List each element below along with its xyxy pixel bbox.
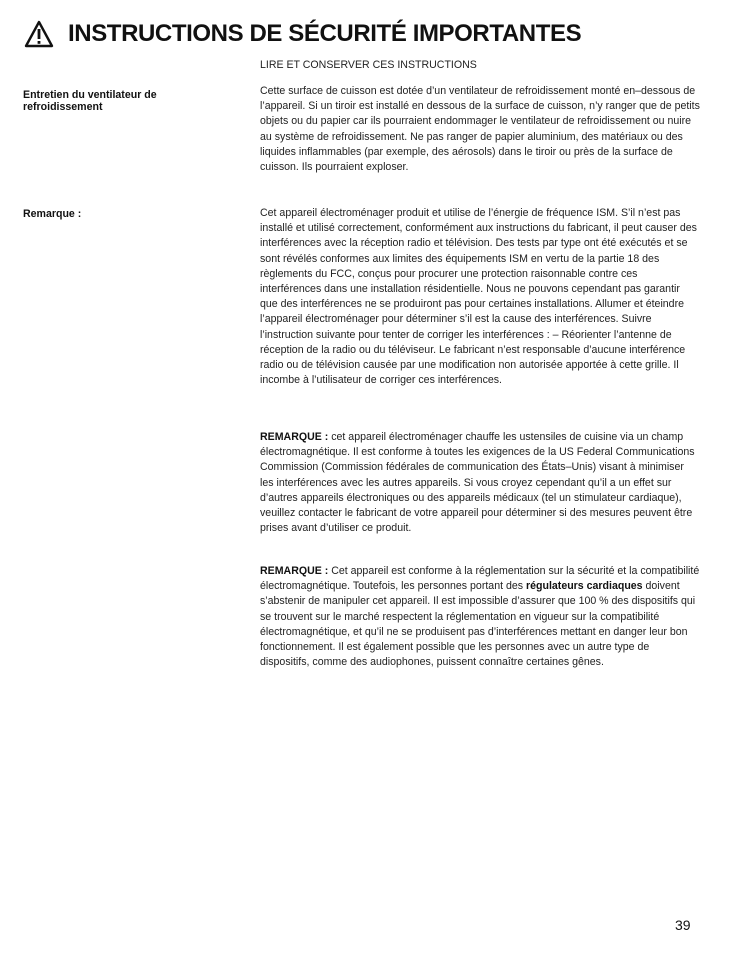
remarque-lead: REMARQUE : — [260, 565, 329, 577]
section-body-cooling-fan — [260, 84, 700, 175]
section-body-remarque-2 — [260, 430, 700, 536]
electromagnetic-field-paragraph — [260, 430, 700, 536]
page-header — [24, 20, 581, 48]
section-body-remarque-3 — [260, 564, 700, 670]
pacemaker-text-a: Cet appareil est conforme à la réglementation sur la sécurité et la compatibilité électromagnétique. Toutefois, les personnes portant des — [260, 565, 700, 593]
instructions-subheading: LIRE ET CONSERVER CES INSTRUCTIONS — [260, 59, 477, 71]
electromagnetic-field-text: cet appareil électroménager chauffe les ustensiles de cuisine via un champ électromagnétique. Il est conforme à toutes les exigences de la US Federal Communications Commission (Commission fédérales de communication des États–Unis) visant à minimiser les interférences avec les autres appareils. Si vous croyez cependant qu’il a un effet sur d’autres appareils électroniques ou des appareils médicaux (tel un stimulateur cardiaque), veuillez contacter le fabricant de votre appareil pour déterminer si des mesures peuvent être prises avant d’utiliser ce produit. — [260, 431, 695, 535]
pacemaker-emphasis: régulateurs cardiaques — [526, 580, 643, 593]
page-title: INSTRUCTIONS DE SÉCURITÉ IMPORTANTES — [68, 20, 582, 47]
warning-triangle-icon — [24, 20, 54, 48]
remarque-lead: REMARQUE : — [260, 431, 329, 443]
pacemaker-text-b: doivent s’abstenir de manipuler cet appareil. Il est impossible d’assurer que 100 % des dispositifs qui se trouvent sur le marché respectent la réglementation en vigueur sur la compatibilité électromagnétique, et qu’il ne se produisent pas d’interférences mettant en danger leur bon fonctionnement. Il est également possible que les personnes avec un autre type de dispositifs, comme des audiophones, puissent connaître certaines gênes. — [260, 580, 696, 669]
section-label-cooling-fan: Entretien du ventilateur de refroidissement — [23, 89, 157, 113]
section-body-remarque — [260, 206, 700, 388]
pacemaker-paragraph — [260, 564, 700, 670]
section-label-remarque: Remarque : — [23, 208, 82, 220]
ism-energy-paragraph: Cet appareil électroménager produit et utilise de l’énergie de fréquence ISM. S’il n’est pas installé et utilisé correctement, conformément aux instructions du fabricant, il peut causer des interférences avec la réception radio et télévision. Des tests par type ont été exécutés et se sont révélés conformes aux limites des équipements ISM en vertu de la partie 18 des règlements du FCC, conçus pour procurer une protection raisonnable contre ces interférences dans une installation résidentielle. Nous ne pouvons cependant pas garantir que des interférences ne se produiront pas pour certaines installations. Allumer et éteindre l’appareil électroménager pour déterminer s’il est la cause des interférences. Suivre l’instruction suivante pour tenter de corriger les interférences : – Réorienter l’antenne de réception de la radio ou du téléviseur. Le fabricant n’est responsable d’aucune interférence radio ou de télévision causée par une modification non autorisée apportée à cette grille. Il incombe à l’utilisateur de corriger ces interférences. — [260, 207, 697, 387]
page-number: 39 — [675, 917, 691, 933]
cooling-fan-paragraph: Cette surface de cuisson est dotée d’un ventilateur de refroidissement monté en–dessous de l’appareil. Si un tiroir est installé en dessous de la surface de cuisson, n’y ranger que de petits objets ou du papier car ils pourraient endommager le ventilateur de refroidissement ou nuire au système de refroidissement. Ne pas ranger de papier aluminium, des matériaux ou des liquides inflammables (par exemple, des aérosols) dans le tiroir ou près de la surface de cuisson. Ils pourraient exploser. — [260, 85, 700, 174]
